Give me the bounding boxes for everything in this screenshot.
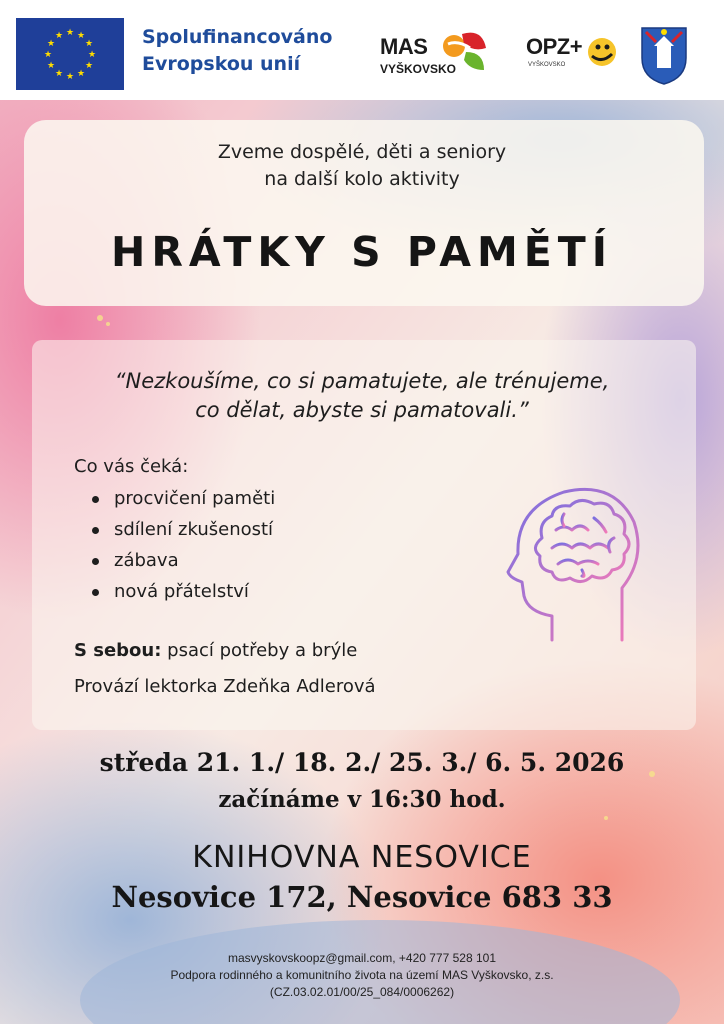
event-start-time: začínáme v 16:30 hod. xyxy=(218,786,506,813)
logo-header xyxy=(0,0,724,100)
svg-text:★: ★ xyxy=(76,31,86,41)
mas-hands-icon xyxy=(440,30,492,74)
list-item: procvičení paměti xyxy=(90,483,275,514)
svg-text:★: ★ xyxy=(46,61,56,71)
footer-project: (CZ.03.02.01/00/25_084/0006262) xyxy=(269,985,455,999)
agenda-list xyxy=(90,483,275,607)
lector-text: Provází lektorka Zdeňka Adlerová xyxy=(74,676,376,697)
agenda-label: Co vás čeká: xyxy=(74,456,189,477)
bring-along-items: psací potřeby a brýle xyxy=(167,640,358,661)
motto-quote: “Nezkoušíme, co si pamatujete, ale trénujeme, co dělat, abyste si pamatovali.” xyxy=(114,369,610,422)
opz-hands-icon xyxy=(586,34,618,70)
svg-text:★: ★ xyxy=(76,69,86,79)
svg-text:★: ★ xyxy=(54,69,64,79)
svg-text:★: ★ xyxy=(87,50,97,60)
svg-text:★: ★ xyxy=(84,61,94,71)
footer-support: Podpora rodinného a komunitního života na území MAS Vyškovsko, z.s. xyxy=(170,968,554,982)
svg-text:★: ★ xyxy=(54,31,64,41)
footer xyxy=(0,950,724,1001)
svg-text:★: ★ xyxy=(46,39,56,49)
venue-name: KNIHOVNA NESOVICE xyxy=(192,840,532,875)
brain-head-icon xyxy=(494,478,654,648)
bring-along-label: S sebou: xyxy=(74,640,162,661)
event-dates: středa 21. 1./ 18. 2./ 25. 3./ 6. 5. 2026 xyxy=(99,748,625,777)
municipal-crest-icon xyxy=(640,24,688,86)
eu-flag-icon xyxy=(16,18,124,90)
svg-text:★: ★ xyxy=(43,50,53,60)
opz-plus-logo: OPZ+ VYŠKOVSKO xyxy=(524,30,620,80)
mas-vyskovsko-logo: MAS VYŠKOVSKO xyxy=(378,28,496,82)
list-item: sdílení zkušeností xyxy=(90,514,275,545)
svg-text:★: ★ xyxy=(84,39,94,49)
svg-text:★: ★ xyxy=(65,28,75,38)
venue-address: Nesovice 172, Nesovice 683 33 xyxy=(111,880,613,914)
svg-text:★: ★ xyxy=(65,72,75,82)
list-item: zábava xyxy=(90,545,275,576)
eu-cofinanced-text: Spolufinancováno Evropskou unií xyxy=(142,26,333,75)
footer-contact: masvyskovskoopz@gmail.com, +420 777 528 101 xyxy=(228,951,496,965)
page-title: HRÁTKY S PAMĚTÍ xyxy=(111,228,613,276)
list-item: nová přátelství xyxy=(90,576,275,607)
bring-along-text xyxy=(74,640,357,661)
invitation-text: Zveme dospělé, děti a seniory na další kolo aktivity xyxy=(217,141,507,190)
